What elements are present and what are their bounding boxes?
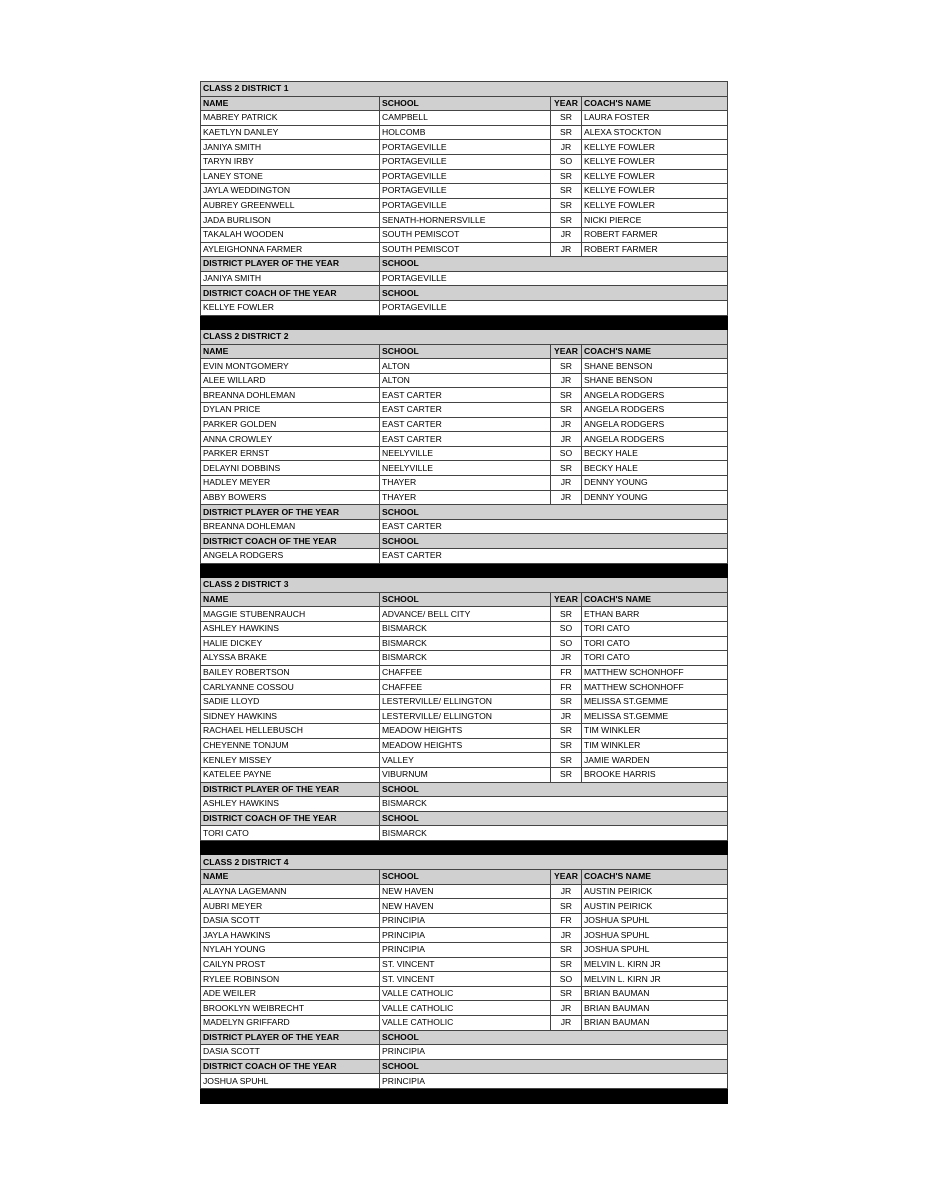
player-row <box>201 432 728 447</box>
player-of-year-header-row <box>201 1030 728 1045</box>
coach-of-year-school: EAST CARTER <box>380 549 728 564</box>
player-row <box>201 242 728 257</box>
player-school: BISMARCK <box>380 651 551 666</box>
school-header: SCHOOL <box>380 344 551 359</box>
player-school: PRINCIPIA <box>380 913 551 928</box>
player-coach: MATTHEW SCHONHOFF <box>582 665 728 680</box>
player-name: NYLAH YOUNG <box>201 943 380 958</box>
name-header: NAME <box>201 870 380 885</box>
column-header-row <box>201 344 728 359</box>
player-school: THAYER <box>380 476 551 491</box>
player-year: SO <box>551 446 582 461</box>
player-row <box>201 1016 728 1031</box>
player-school: NEW HAVEN <box>380 899 551 914</box>
player-school: VALLE CATHOLIC <box>380 986 551 1001</box>
player-year: JR <box>551 928 582 943</box>
player-coach: BRIAN BAUMAN <box>582 1001 728 1016</box>
player-school: MEADOW HEIGHTS <box>380 738 551 753</box>
player-row <box>201 899 728 914</box>
player-school: HOLCOMB <box>380 125 551 140</box>
district-title-row <box>201 82 728 97</box>
player-school: SENATH-HORNERSVILLE <box>380 213 551 228</box>
name-header: NAME <box>201 344 380 359</box>
year-header: YEAR <box>551 96 582 111</box>
coach-of-year-school-header: SCHOOL <box>380 534 728 549</box>
player-row <box>201 359 728 374</box>
player-year: SR <box>551 753 582 768</box>
player-name: ADE WEILER <box>201 986 380 1001</box>
player-coach: DENNY YOUNG <box>582 476 728 491</box>
coach-of-year-label: DISTRICT COACH OF THE YEAR <box>201 534 380 549</box>
player-year: JR <box>551 227 582 242</box>
player-year: SR <box>551 403 582 418</box>
player-row <box>201 446 728 461</box>
player-coach: SHANE BENSON <box>582 359 728 374</box>
player-of-year-school-header: SCHOOL <box>380 782 728 797</box>
player-row <box>201 227 728 242</box>
player-school: CHAFFEE <box>380 665 551 680</box>
player-coach: ETHAN BARR <box>582 607 728 622</box>
player-school: EAST CARTER <box>380 432 551 447</box>
player-coach: BRIAN BAUMAN <box>582 1016 728 1031</box>
player-of-year-row <box>201 1045 728 1060</box>
player-row <box>201 125 728 140</box>
player-year: SR <box>551 724 582 739</box>
player-name: JAYLA HAWKINS <box>201 928 380 943</box>
coach-of-year-name: KELLYE FOWLER <box>201 300 380 315</box>
player-school: NEW HAVEN <box>380 884 551 899</box>
separator-bar <box>201 840 728 855</box>
player-year: SR <box>551 738 582 753</box>
coach-of-year-row <box>201 826 728 841</box>
player-of-year-school: EAST CARTER <box>380 519 728 534</box>
player-name: ABBY BOWERS <box>201 490 380 505</box>
player-of-year-label: DISTRICT PLAYER OF THE YEAR <box>201 782 380 797</box>
player-year: SO <box>551 636 582 651</box>
player-school: LESTERVILLE/ ELLINGTON <box>380 694 551 709</box>
player-name: ALYSSA BRAKE <box>201 651 380 666</box>
player-row <box>201 198 728 213</box>
player-year: SR <box>551 198 582 213</box>
year-header: YEAR <box>551 870 582 885</box>
player-of-year-name: DASIA SCOTT <box>201 1045 380 1060</box>
player-coach: TORI CATO <box>582 651 728 666</box>
player-year: JR <box>551 709 582 724</box>
player-school: LESTERVILLE/ ELLINGTON <box>380 709 551 724</box>
player-school: THAYER <box>380 490 551 505</box>
player-name: JADA BURLISON <box>201 213 380 228</box>
district-separator <box>201 563 728 578</box>
player-year: FR <box>551 680 582 695</box>
player-year: SO <box>551 972 582 987</box>
coach-of-year-header-row <box>201 534 728 549</box>
player-school: PRINCIPIA <box>380 928 551 943</box>
player-row <box>201 388 728 403</box>
player-school: NEELYVILLE <box>380 446 551 461</box>
player-row <box>201 169 728 184</box>
coach-of-year-label: DISTRICT COACH OF THE YEAR <box>201 811 380 826</box>
coach-of-year-school: PORTAGEVILLE <box>380 300 728 315</box>
player-year: JR <box>551 651 582 666</box>
player-coach: NICKI PIERCE <box>582 213 728 228</box>
player-row <box>201 154 728 169</box>
player-row <box>201 753 728 768</box>
player-school: ALTON <box>380 373 551 388</box>
player-year: JR <box>551 140 582 155</box>
player-year: SR <box>551 767 582 782</box>
player-name: PARKER ERNST <box>201 446 380 461</box>
column-header-row <box>201 96 728 111</box>
player-coach: JOSHUA SPUHL <box>582 913 728 928</box>
player-row <box>201 417 728 432</box>
player-of-year-label: DISTRICT PLAYER OF THE YEAR <box>201 257 380 272</box>
player-row <box>201 709 728 724</box>
player-coach: LAURA FOSTER <box>582 111 728 126</box>
player-name: RYLEE ROBINSON <box>201 972 380 987</box>
district-title-row <box>201 578 728 593</box>
player-name: KAETLYN DANLEY <box>201 125 380 140</box>
player-name: ALAYNA LAGEMANN <box>201 884 380 899</box>
player-name: BROOKLYN WEIBRECHT <box>201 1001 380 1016</box>
coach-of-year-row <box>201 549 728 564</box>
coach-of-year-school: BISMARCK <box>380 826 728 841</box>
player-name: SIDNEY HAWKINS <box>201 709 380 724</box>
coach-of-year-header-row <box>201 286 728 301</box>
player-coach: JOSHUA SPUHL <box>582 928 728 943</box>
player-year: FR <box>551 665 582 680</box>
player-of-year-school-header: SCHOOL <box>380 1030 728 1045</box>
player-school: CHAFFEE <box>380 680 551 695</box>
player-school: EAST CARTER <box>380 388 551 403</box>
player-school: ST. VINCENT <box>380 957 551 972</box>
player-name: ALEE WILLARD <box>201 373 380 388</box>
player-coach: TORI CATO <box>582 636 728 651</box>
player-coach: ROBERT FARMER <box>582 227 728 242</box>
player-coach: DENNY YOUNG <box>582 490 728 505</box>
player-row <box>201 607 728 622</box>
player-coach: BROOKE HARRIS <box>582 767 728 782</box>
player-coach: ANGELA RODGERS <box>582 403 728 418</box>
player-school: ADVANCE/ BELL CITY <box>380 607 551 622</box>
coach-of-year-school: PRINCIPIA <box>380 1074 728 1089</box>
player-row <box>201 680 728 695</box>
coach-of-year-school-header: SCHOOL <box>380 811 728 826</box>
coach-of-year-school-header: SCHOOL <box>380 286 728 301</box>
player-school: ST. VINCENT <box>380 972 551 987</box>
player-coach: BRIAN BAUMAN <box>582 986 728 1001</box>
player-row <box>201 738 728 753</box>
player-school: CAMPBELL <box>380 111 551 126</box>
player-coach: TIM WINKLER <box>582 738 728 753</box>
player-name: BREANNA DOHLEMAN <box>201 388 380 403</box>
player-name: KENLEY MISSEY <box>201 753 380 768</box>
player-row <box>201 767 728 782</box>
district-separator <box>201 840 728 855</box>
player-school: PRINCIPIA <box>380 943 551 958</box>
player-name: DELAYNI DOBBINS <box>201 461 380 476</box>
player-coach: JAMIE WARDEN <box>582 753 728 768</box>
name-header: NAME <box>201 96 380 111</box>
player-name: DASIA SCOTT <box>201 913 380 928</box>
player-of-year-school: PORTAGEVILLE <box>380 271 728 286</box>
coach-header: COACH'S NAME <box>582 592 728 607</box>
player-year: SR <box>551 111 582 126</box>
player-school: PORTAGEVILLE <box>380 198 551 213</box>
player-name: EVIN MONTGOMERY <box>201 359 380 374</box>
player-name: DYLAN PRICE <box>201 403 380 418</box>
player-coach: MELISSA ST.GEMME <box>582 694 728 709</box>
district-separator <box>201 315 728 330</box>
player-of-year-row <box>201 797 728 812</box>
player-of-year-label: DISTRICT PLAYER OF THE YEAR <box>201 1030 380 1045</box>
district-title: CLASS 2 DISTRICT 3 <box>201 578 728 593</box>
name-header: NAME <box>201 592 380 607</box>
player-of-year-header-row <box>201 782 728 797</box>
player-year: JR <box>551 476 582 491</box>
separator-bar <box>201 563 728 578</box>
player-row <box>201 403 728 418</box>
player-year: JR <box>551 490 582 505</box>
player-name: KATELEE PAYNE <box>201 767 380 782</box>
player-school: SOUTH PEMISCOT <box>380 227 551 242</box>
year-header: YEAR <box>551 344 582 359</box>
player-coach: AUSTIN PEIRICK <box>582 884 728 899</box>
player-row <box>201 461 728 476</box>
player-year: SR <box>551 957 582 972</box>
all-district-sheet <box>200 81 727 1104</box>
player-row <box>201 636 728 651</box>
player-year: SR <box>551 943 582 958</box>
player-of-year-name: JANIYA SMITH <box>201 271 380 286</box>
player-row <box>201 986 728 1001</box>
separator-bar <box>201 1088 728 1103</box>
player-of-year-row <box>201 519 728 534</box>
player-school: VIBURNUM <box>380 767 551 782</box>
player-name: LANEY STONE <box>201 169 380 184</box>
player-year: SR <box>551 607 582 622</box>
player-school: NEELYVILLE <box>380 461 551 476</box>
player-of-year-header-row <box>201 505 728 520</box>
coach-of-year-label: DISTRICT COACH OF THE YEAR <box>201 1059 380 1074</box>
player-coach: ROBERT FARMER <box>582 242 728 257</box>
player-school: BISMARCK <box>380 621 551 636</box>
player-row <box>201 694 728 709</box>
player-row <box>201 665 728 680</box>
district-title-row <box>201 330 728 345</box>
coach-of-year-header-row <box>201 1059 728 1074</box>
player-coach: KELLYE FOWLER <box>582 184 728 199</box>
separator-bar <box>201 315 728 330</box>
player-name: TARYN IRBY <box>201 154 380 169</box>
player-name: PARKER GOLDEN <box>201 417 380 432</box>
player-name: HALIE DICKEY <box>201 636 380 651</box>
player-coach: ALEXA STOCKTON <box>582 125 728 140</box>
player-year: JR <box>551 432 582 447</box>
coach-of-year-label: DISTRICT COACH OF THE YEAR <box>201 286 380 301</box>
player-coach: JOSHUA SPUHL <box>582 943 728 958</box>
coach-of-year-row <box>201 1074 728 1089</box>
coach-of-year-name: JOSHUA SPUHL <box>201 1074 380 1089</box>
player-row <box>201 724 728 739</box>
player-year: JR <box>551 417 582 432</box>
player-name: HADLEY MEYER <box>201 476 380 491</box>
player-name: CARLYANNE COSSOU <box>201 680 380 695</box>
player-row <box>201 1001 728 1016</box>
player-name: BAILEY ROBERTSON <box>201 665 380 680</box>
player-year: SR <box>551 461 582 476</box>
player-row <box>201 490 728 505</box>
player-school: ALTON <box>380 359 551 374</box>
player-year: FR <box>551 913 582 928</box>
player-row <box>201 943 728 958</box>
player-row <box>201 957 728 972</box>
player-row <box>201 476 728 491</box>
player-school: BISMARCK <box>380 636 551 651</box>
player-name: AYLEIGHONNA FARMER <box>201 242 380 257</box>
player-of-year-school: PRINCIPIA <box>380 1045 728 1060</box>
player-coach: ANGELA RODGERS <box>582 417 728 432</box>
player-year: SO <box>551 621 582 636</box>
player-school: MEADOW HEIGHTS <box>380 724 551 739</box>
player-row <box>201 111 728 126</box>
player-school: PORTAGEVILLE <box>380 154 551 169</box>
coach-of-year-name: TORI CATO <box>201 826 380 841</box>
player-name: ANNA CROWLEY <box>201 432 380 447</box>
player-row <box>201 913 728 928</box>
player-coach: TORI CATO <box>582 621 728 636</box>
player-coach: AUSTIN PEIRICK <box>582 899 728 914</box>
player-of-year-name: ASHLEY HAWKINS <box>201 797 380 812</box>
player-of-year-header-row <box>201 257 728 272</box>
district-title-row <box>201 855 728 870</box>
player-school: VALLEY <box>380 753 551 768</box>
player-coach: MELVIN L. KIRN JR <box>582 957 728 972</box>
player-year: SR <box>551 184 582 199</box>
player-row <box>201 140 728 155</box>
player-of-year-school-header: SCHOOL <box>380 505 728 520</box>
player-school: SOUTH PEMISCOT <box>380 242 551 257</box>
player-name: AUBRI MEYER <box>201 899 380 914</box>
player-year: SR <box>551 388 582 403</box>
player-year: SR <box>551 986 582 1001</box>
school-header: SCHOOL <box>380 96 551 111</box>
player-row <box>201 373 728 388</box>
player-school: PORTAGEVILLE <box>380 184 551 199</box>
player-year: SR <box>551 125 582 140</box>
player-name: RACHAEL HELLEBUSCH <box>201 724 380 739</box>
player-school: EAST CARTER <box>380 417 551 432</box>
district-title: CLASS 2 DISTRICT 2 <box>201 330 728 345</box>
year-header: YEAR <box>551 592 582 607</box>
district-title: CLASS 2 DISTRICT 1 <box>201 82 728 97</box>
player-year: JR <box>551 884 582 899</box>
player-name: CAILYN PROST <box>201 957 380 972</box>
column-header-row <box>201 592 728 607</box>
player-of-year-row <box>201 271 728 286</box>
coach-of-year-header-row <box>201 811 728 826</box>
player-coach: KELLYE FOWLER <box>582 198 728 213</box>
coach-header: COACH'S NAME <box>582 96 728 111</box>
player-school: VALLE CATHOLIC <box>380 1001 551 1016</box>
player-row <box>201 884 728 899</box>
player-school: VALLE CATHOLIC <box>380 1016 551 1031</box>
player-row <box>201 621 728 636</box>
coach-header: COACH'S NAME <box>582 870 728 885</box>
player-row <box>201 972 728 987</box>
player-coach: MELVIN L. KIRN JR <box>582 972 728 987</box>
player-year: SR <box>551 359 582 374</box>
player-name: MADELYN GRIFFARD <box>201 1016 380 1031</box>
player-name: MABREY PATRICK <box>201 111 380 126</box>
school-header: SCHOOL <box>380 592 551 607</box>
player-coach: ANGELA RODGERS <box>582 388 728 403</box>
player-school: EAST CARTER <box>380 403 551 418</box>
player-coach: BECKY HALE <box>582 461 728 476</box>
coach-of-year-row <box>201 300 728 315</box>
coach-of-year-name: ANGELA RODGERS <box>201 549 380 564</box>
all-district-table <box>200 81 728 1104</box>
player-year: SO <box>551 154 582 169</box>
player-coach: MATTHEW SCHONHOFF <box>582 680 728 695</box>
player-name: MAGGIE STUBENRAUCH <box>201 607 380 622</box>
player-row <box>201 213 728 228</box>
player-coach: MELISSA ST.GEMME <box>582 709 728 724</box>
coach-header: COACH'S NAME <box>582 344 728 359</box>
player-row <box>201 928 728 943</box>
player-year: SR <box>551 169 582 184</box>
player-school: PORTAGEVILLE <box>380 140 551 155</box>
player-coach: KELLYE FOWLER <box>582 154 728 169</box>
player-school: PORTAGEVILLE <box>380 169 551 184</box>
district-separator <box>201 1088 728 1103</box>
district-title: CLASS 2 DISTRICT 4 <box>201 855 728 870</box>
player-year: SR <box>551 213 582 228</box>
player-name: ASHLEY HAWKINS <box>201 621 380 636</box>
player-name: CHEYENNE TONJUM <box>201 738 380 753</box>
column-header-row <box>201 870 728 885</box>
player-year: JR <box>551 1016 582 1031</box>
player-name: JAYLA WEDDINGTON <box>201 184 380 199</box>
player-year: SR <box>551 899 582 914</box>
player-coach: BECKY HALE <box>582 446 728 461</box>
player-name: JANIYA SMITH <box>201 140 380 155</box>
player-name: SADIE LLOYD <box>201 694 380 709</box>
player-year: JR <box>551 1001 582 1016</box>
player-year: JR <box>551 373 582 388</box>
school-header: SCHOOL <box>380 870 551 885</box>
coach-of-year-school-header: SCHOOL <box>380 1059 728 1074</box>
player-coach: KELLYE FOWLER <box>582 140 728 155</box>
player-coach: ANGELA RODGERS <box>582 432 728 447</box>
player-of-year-school-header: SCHOOL <box>380 257 728 272</box>
player-year: SR <box>551 694 582 709</box>
player-coach: SHANE BENSON <box>582 373 728 388</box>
player-of-year-name: BREANNA DOHLEMAN <box>201 519 380 534</box>
player-name: TAKALAH WOODEN <box>201 227 380 242</box>
player-coach: KELLYE FOWLER <box>582 169 728 184</box>
player-year: JR <box>551 242 582 257</box>
player-of-year-school: BISMARCK <box>380 797 728 812</box>
player-row <box>201 651 728 666</box>
player-row <box>201 184 728 199</box>
player-of-year-label: DISTRICT PLAYER OF THE YEAR <box>201 505 380 520</box>
player-name: AUBREY GREENWELL <box>201 198 380 213</box>
player-coach: TIM WINKLER <box>582 724 728 739</box>
